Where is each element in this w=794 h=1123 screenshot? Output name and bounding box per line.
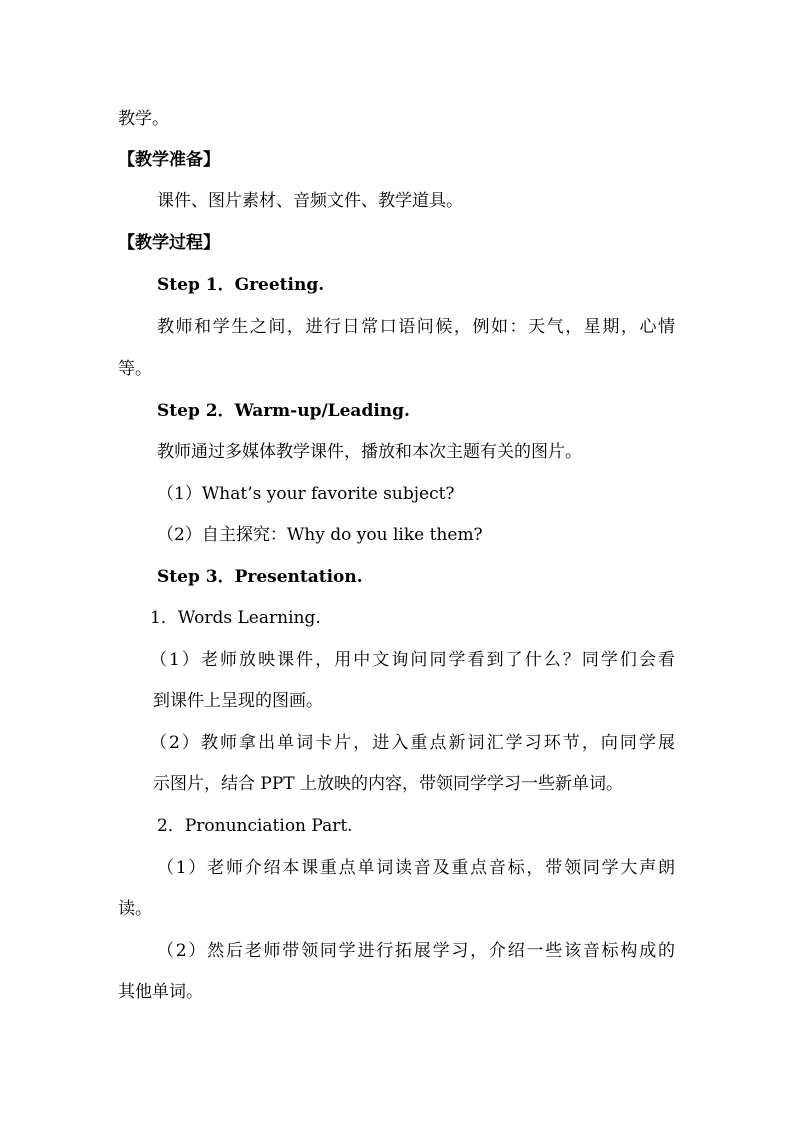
step1-title: Step 1．Greeting. bbox=[157, 275, 325, 295]
step2-title: Step 2．Warm-up/Leading. bbox=[157, 401, 410, 421]
step2-text: 教师通过多媒体教学课件，播放和本次主题有关的图片。 bbox=[157, 442, 582, 462]
step2-question-1: （1）What’s your favorite subject? bbox=[157, 484, 455, 504]
pronunciation-item-2: （2）然后老师带领同学进行拓展学习，介绍一些该音标构成的 bbox=[157, 941, 675, 961]
pronunciation-item-2-continued: 其他单词。 bbox=[118, 982, 203, 1002]
section-heading-process: 【教学过程】 bbox=[118, 233, 220, 253]
words-item-2-continued: 示图片，结合 PPT 上放映的内容，带领同学学习一些新单词。 bbox=[153, 774, 624, 794]
step1-text-continued: 等。 bbox=[118, 359, 152, 379]
preparation-text: 课件、图片素材、音频文件、教学道具。 bbox=[157, 191, 463, 211]
text-line: 教学。 bbox=[118, 109, 169, 129]
words-item-1-continued: 到课件上呈现的图画。 bbox=[153, 691, 323, 711]
words-learning-title: 1．Words Learning. bbox=[150, 608, 321, 628]
pronunciation-item-1: （1）老师介绍本课重点单词读音及重点音标，带领同学大声朗 bbox=[157, 858, 675, 878]
words-item-2: （2）教师拿出单词卡片，进入重点新词汇学习环节，向同学展 bbox=[150, 733, 675, 753]
pronunciation-item-1-continued: 读。 bbox=[118, 899, 152, 919]
step1-text: 教师和学生之间，进行日常口语问候，例如：天气，星期，心情 bbox=[157, 317, 675, 337]
pronunciation-title: 2．Pronunciation Part. bbox=[157, 816, 353, 836]
step2-question-2: （2）自主探究：Why do you like them? bbox=[157, 525, 483, 545]
step3-title: Step 3．Presentation. bbox=[157, 567, 363, 587]
words-item-1: （1）老师放映课件，用中文询问同学看到了什么？同学们会看 bbox=[150, 650, 675, 670]
section-heading-preparation: 【教学准备】 bbox=[118, 150, 220, 170]
